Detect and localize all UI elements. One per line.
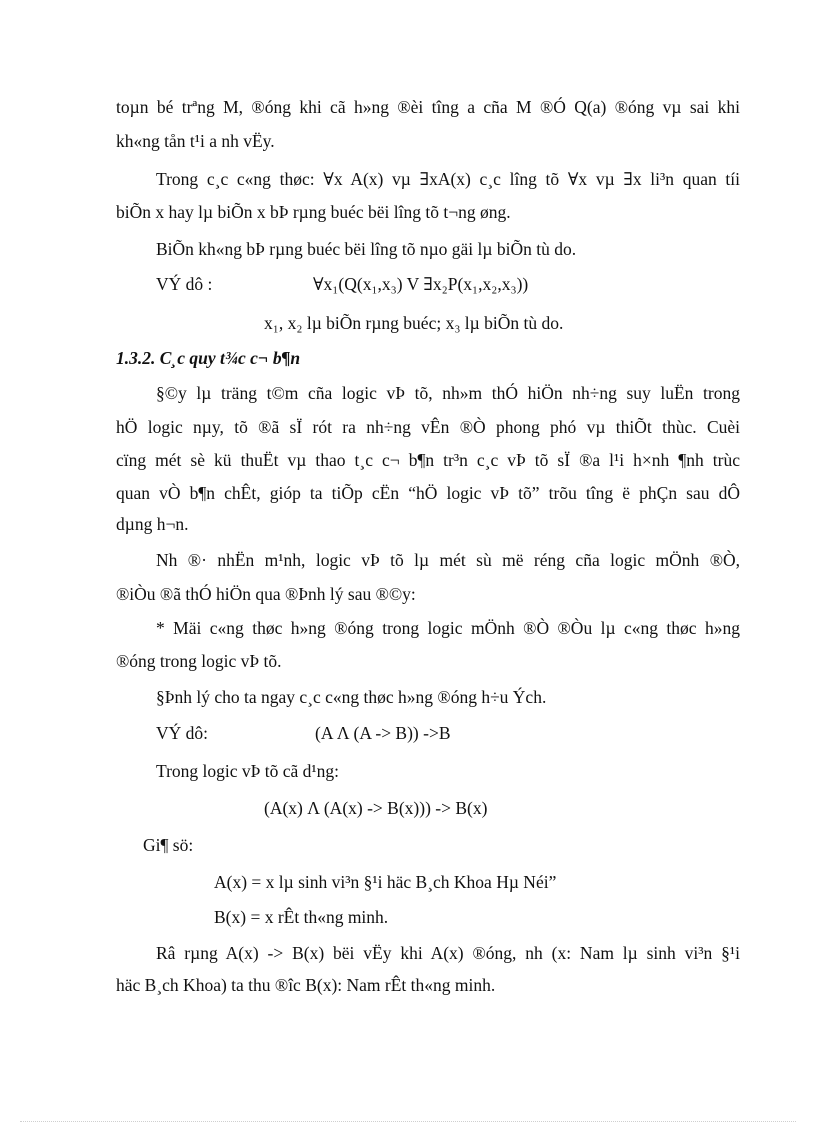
paragraph-line: Trong c¸c c«ng thøc: ∀x A(x) vµ ∃xA(x) c¸c lîng tõ ∀x vµ ∃x li³n quan tíi	[156, 169, 740, 189]
formula-note: x₁, x₂ lµ biÕn rµng buéc; x₃ lµ biÕn tù do.	[264, 313, 564, 333]
paragraph-line: §©y lµ träng t©m cña logic vÞ tõ, nh»m thÓ hiÖn nh÷ng suy luËn trong	[156, 383, 740, 403]
paragraph-line: Râ rµng A(x) -> B(x) bëi vËy khi A(x) ®óng, nh (x: Nam lµ sinh vi³n §¹i	[156, 943, 740, 963]
section-heading: 1.3.2. C¸c quy t¾c c¬ b¶n	[116, 348, 301, 368]
example-label: VÝ dô :	[156, 274, 213, 294]
formula: (A(x) Λ (A(x) -> B(x))) -> B(x)	[264, 798, 488, 818]
paragraph-line: biÕn x hay lµ biÕn x bÞ rµng buéc bëi lîng tõ t¬ng øng.	[116, 202, 511, 222]
formula: ∀x₁(Q(x₁,x₃) V ∃x₂P(x₁,x₂,x₃))	[313, 274, 529, 294]
paragraph-line: häc B¸ch Khoa) ta thu ®îc B(x): Nam rÊt th«ng minh.	[116, 975, 496, 995]
theorem-line: * Mäi c«ng thøc h»ng ®óng trong logic mÖnh ®Ò ®Òu lµ c«ng thøc h»ng	[156, 618, 740, 638]
paragraph-line: cïng mét sè kü thuËt vµ thao t¸c c¬ b¶n tr³n c¸c vÞ tõ sÏ ®a l¹i h×nh ¶nh trùc	[116, 450, 740, 470]
paragraph-line: Nh ®· nhËn m¹nh, logic vÞ tõ lµ mét sù më réng cña logic mÖnh ®Ò,	[156, 550, 740, 570]
assumption-label: Gi¶ sö:	[143, 835, 194, 855]
bottom-divider	[20, 1121, 796, 1122]
paragraph-line: §Þnh lý cho ta ngay c¸c c«ng thøc h»ng ®óng h÷u Ých.	[156, 687, 547, 707]
assumption-line: B(x) = x rÊt th«ng minh.	[214, 907, 389, 927]
paragraph-line: toµn bé trªng M, ®óng khi cã h»ng ®èi tîng a cña M ®Ó Q(a) ®óng vµ sai khi	[116, 97, 740, 117]
theorem-line: ®óng trong logic vÞ tõ.	[116, 651, 282, 671]
paragraph-line: ®iÒu ®ã thÓ hiÖn qua ®Þnh lý sau ®©y:	[116, 584, 416, 604]
paragraph-line: hÖ logic nµy, tõ ®ã sÏ rót ra nh÷ng vÊn ®Ò phong phó vµ thiÕt thùc. Cuèi	[116, 417, 740, 437]
paragraph-line: kh«ng tån t¹i a nh vËy.	[116, 131, 275, 151]
paragraph-line: BiÕn kh«ng bÞ rµng buéc bëi lîng tõ nµo gäi lµ biÕn tù do.	[156, 239, 577, 259]
paragraph-line: quan vÒ b¶n chÊt, gióp ta tiÕp cËn “hÖ logic vÞ tõ” trõu tîng ë phÇn sau dÔ	[116, 483, 740, 503]
paragraph-line: Trong logic vÞ tõ cã d¹ng:	[156, 761, 340, 781]
paragraph-line: dµng h¬n.	[116, 514, 189, 534]
example-label: VÝ dô:	[156, 723, 209, 743]
formula: (A Λ (A -> B)) ->B	[315, 723, 451, 743]
assumption-line: A(x) = x lµ sinh vi³n §¹i häc B¸ch Khoa Hµ Néi”	[214, 872, 557, 892]
